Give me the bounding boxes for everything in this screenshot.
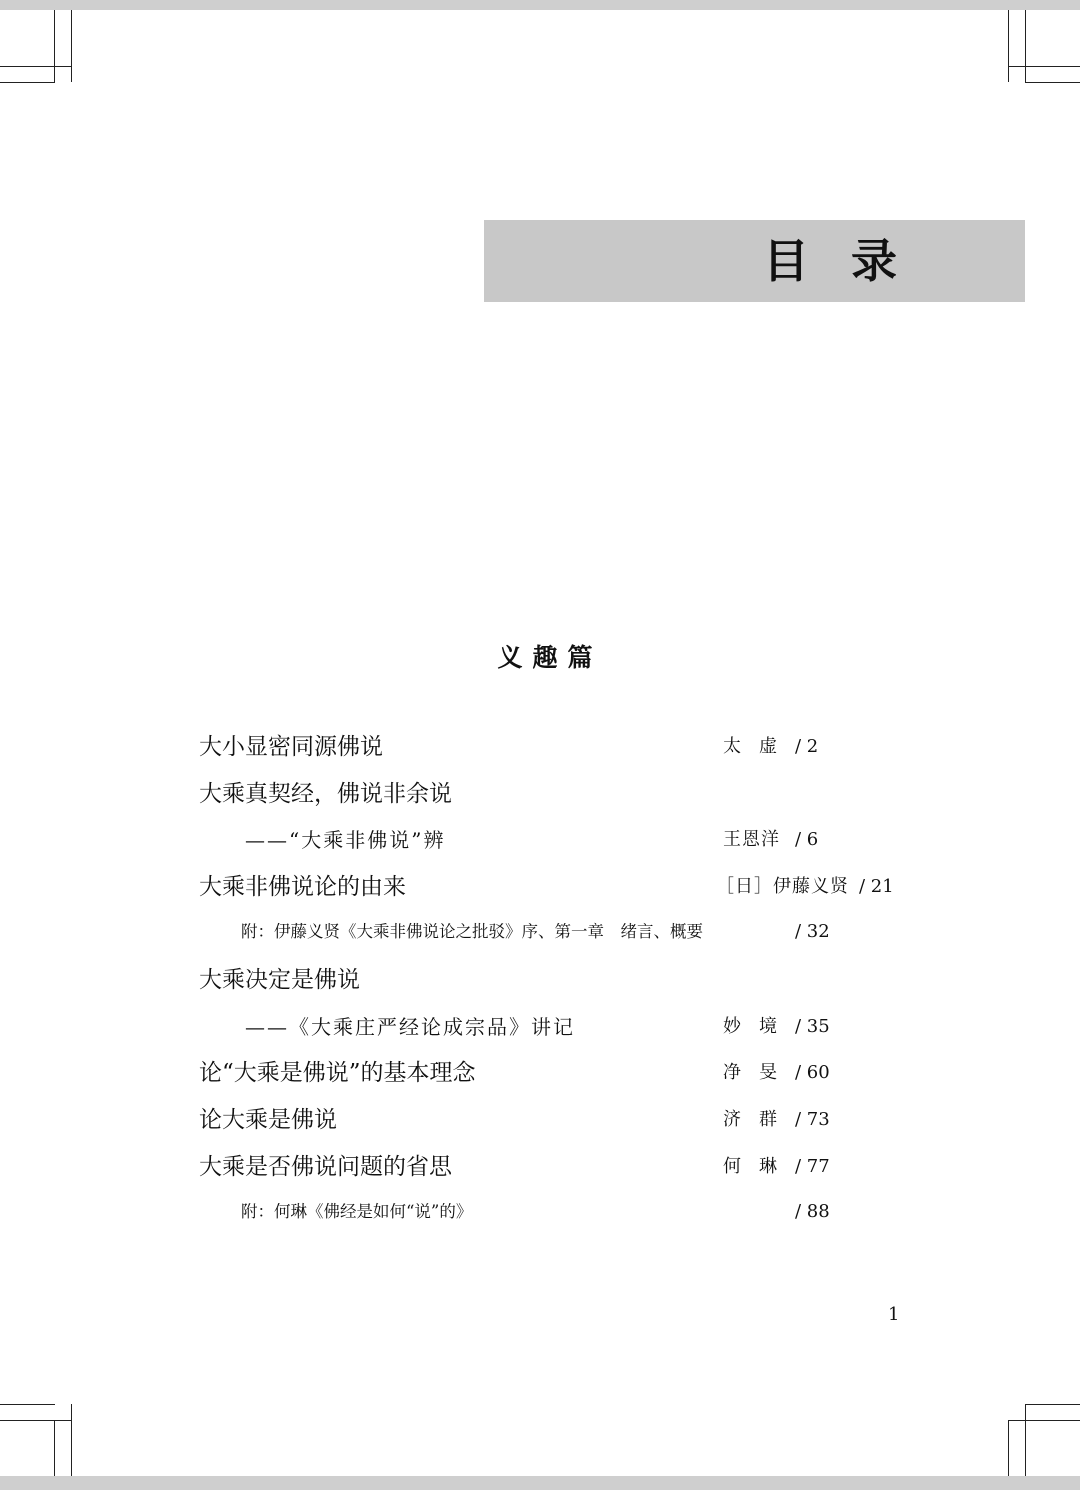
crop-mark-top-right-v (1008, 10, 1009, 82)
crop-mark-bottom-left-h2 (0, 1420, 72, 1421)
toc-entry-title[interactable]: 大乘真契经，佛说非余说 (199, 781, 452, 807)
section-title: 义趣篇 (497, 643, 603, 672)
crop-mark-bottom-left-v2 (54, 1420, 55, 1476)
page-number: 1 (888, 1304, 900, 1325)
toc-entry-title[interactable]: 大乘是否佛说问题的省思 (199, 1154, 452, 1180)
toc-entry-subtitle[interactable]: ——“大乘非佛说”辨 (245, 828, 446, 852)
toc-entry-title[interactable]: 大小显密同源佛说 (199, 734, 383, 760)
crop-mark-bottom-left-h (0, 1404, 55, 1405)
toc-entry-page: / 60 (795, 1062, 830, 1083)
top-border-band (0, 0, 1080, 10)
toc-entry-page: / 21 (859, 876, 894, 897)
crop-mark-top-left-h (0, 66, 72, 67)
toc-entry-page: / 32 (795, 921, 830, 942)
toc-entry-author: 济群 (723, 1109, 795, 1130)
toc-entry-author: 王恩洋 (723, 829, 780, 850)
crop-mark-top-left-h2 (0, 82, 55, 83)
toc-entry-author: ［日］伊藤义贤 (716, 876, 849, 897)
crop-mark-bottom-left-v (71, 1404, 72, 1476)
toc-appendix-entry[interactable]: 附：何琳《佛经是如何“说”的》 (241, 1202, 473, 1221)
toc-entry-page: / 2 (795, 736, 819, 757)
toc-entry-page: / 6 (795, 829, 819, 850)
toc-entry-author: 太虚 (723, 736, 795, 757)
toc-entry-title[interactable]: 大乘决定是佛说 (199, 967, 360, 993)
toc-entry-page: / 88 (795, 1201, 830, 1222)
crop-mark-bottom-right-v (1008, 1420, 1009, 1476)
toc-entry-subtitle[interactable]: ——《大乘庄严经论成宗品》讲记 (245, 1015, 575, 1039)
crop-mark-bottom-right-h2 (1008, 1420, 1080, 1421)
toc-entry-page: / 77 (795, 1156, 830, 1177)
toc-entry-title[interactable]: 论大乘是佛说 (199, 1107, 337, 1133)
toc-entry-author: 妙境 (723, 1016, 795, 1037)
crop-mark-top-right-h (1008, 66, 1080, 67)
crop-mark-top-left-v (71, 10, 72, 82)
crop-mark-top-left-v2 (54, 10, 55, 82)
toc-entry-author: 净旻 (723, 1062, 795, 1083)
toc-appendix-entry[interactable]: 附：伊藤义贤《大乘非佛说论之批驳》序、第一章 绪言、概要 (241, 922, 703, 941)
toc-entry-title[interactable]: 大乘非佛说论的由来 (199, 874, 406, 900)
toc-entry-page: / 35 (795, 1016, 830, 1037)
toc-entry-author: 何琳 (723, 1156, 795, 1177)
toc-entry-title[interactable]: 论“大乘是佛说”的基本理念 (199, 1060, 476, 1086)
title-banner (484, 220, 1025, 302)
page-title: 目录 (763, 234, 939, 288)
crop-mark-top-right-h2 (1025, 82, 1080, 83)
bottom-border-band (0, 1476, 1080, 1490)
crop-mark-bottom-right-h (1025, 1404, 1080, 1405)
toc-entry-page: / 73 (795, 1109, 830, 1130)
crop-mark-bottom-right-v2 (1025, 1404, 1026, 1476)
crop-mark-top-right-v2 (1025, 10, 1026, 82)
